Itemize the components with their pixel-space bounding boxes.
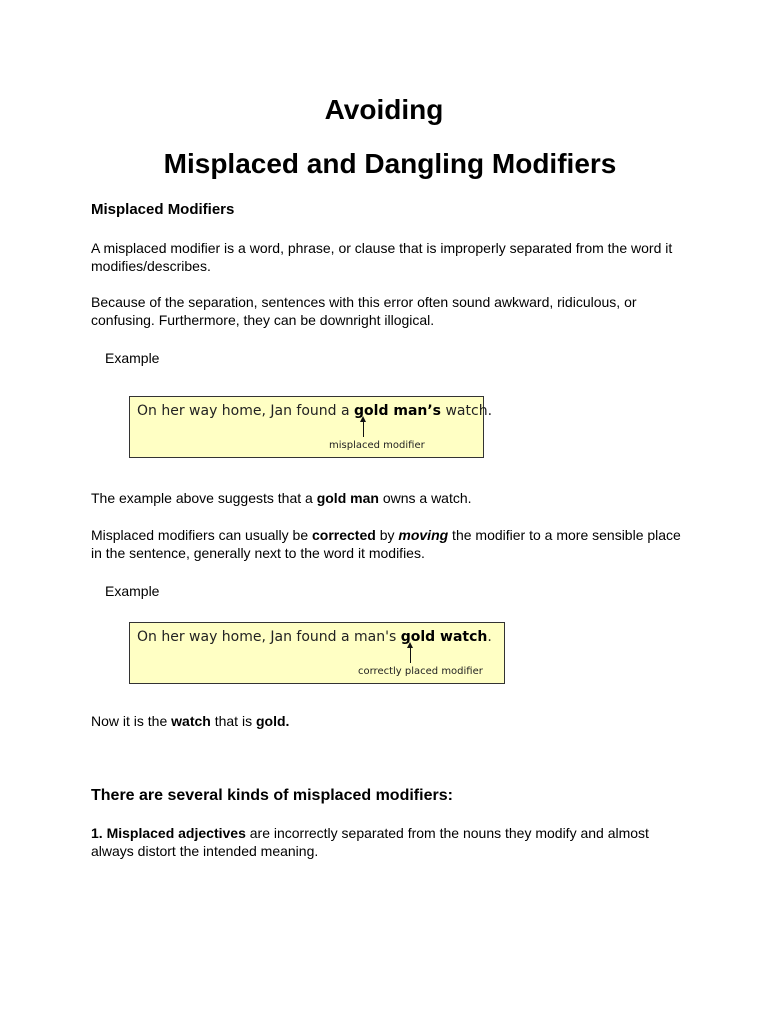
example-sentence-2-pre: On her way home, Jan found a man's xyxy=(137,629,401,645)
example-sentence-1 xyxy=(137,402,492,420)
example-box-misplaced xyxy=(129,396,493,458)
gold-man-emphasis: gold man xyxy=(316,490,379,506)
result-paragraph: Now it is the watch that is gold. xyxy=(91,713,290,729)
moving-emphasis: moving xyxy=(398,527,449,543)
watch-emphasis: watch xyxy=(171,713,211,729)
example-sentence-2-post: . xyxy=(487,629,492,645)
example-sentence-1-post: watch. xyxy=(441,403,493,419)
example-sentence-1-modifier: gold man’s xyxy=(354,403,442,419)
example-label-2: Example xyxy=(105,583,160,599)
page-title-line-2: Misplaced and Dangling Modifiers xyxy=(163,148,617,179)
example-sentence-2 xyxy=(137,628,492,646)
misplaced-adjectives-paragraph: 1. Misplaced adjectives are incorrectly separated from the nouns they modify and almost always distort the intended meaning. xyxy=(91,825,649,859)
corrected-emphasis: corrected xyxy=(312,527,376,543)
example-sentence-1-pre: On her way home, Jan found a xyxy=(137,403,355,419)
section-heading-misplaced-modifiers: Misplaced Modifiers xyxy=(91,201,235,218)
separation-paragraph: Because of the separation, sentences with this error often sound awkward, ridiculous, or confusing. Furthermore, they can be downright illogical. xyxy=(91,294,637,328)
definition-paragraph: A misplaced modifier is a word, phrase, or clause that is improperly separated from the word it modifies/describes. xyxy=(91,240,673,274)
example-explanation-paragraph: The example above suggests that a gold man owns a watch. xyxy=(91,490,472,506)
page-title-line-1: Avoiding xyxy=(324,94,444,125)
gold-emphasis: gold. xyxy=(255,713,290,729)
example-box-correct xyxy=(129,622,505,684)
section-heading-kinds: There are several kinds of misplaced modifiers: xyxy=(91,787,453,804)
up-arrow-icon xyxy=(410,647,411,663)
example-sentence-2-modifier: gold watch xyxy=(400,629,488,645)
example-label-1: Example xyxy=(105,350,160,366)
up-arrow-icon xyxy=(363,421,364,437)
correct-modifier-note: correctly placed modifier xyxy=(358,666,483,677)
misplaced-modifier-note: misplaced modifier xyxy=(329,440,425,451)
correction-paragraph: Misplaced modifiers can usually be corrected by moving the modifier to a more sensible place in the sentence, generally next to the word it modifies. xyxy=(91,527,681,561)
misplaced-adjectives-term: 1. Misplaced adjectives xyxy=(91,825,246,841)
